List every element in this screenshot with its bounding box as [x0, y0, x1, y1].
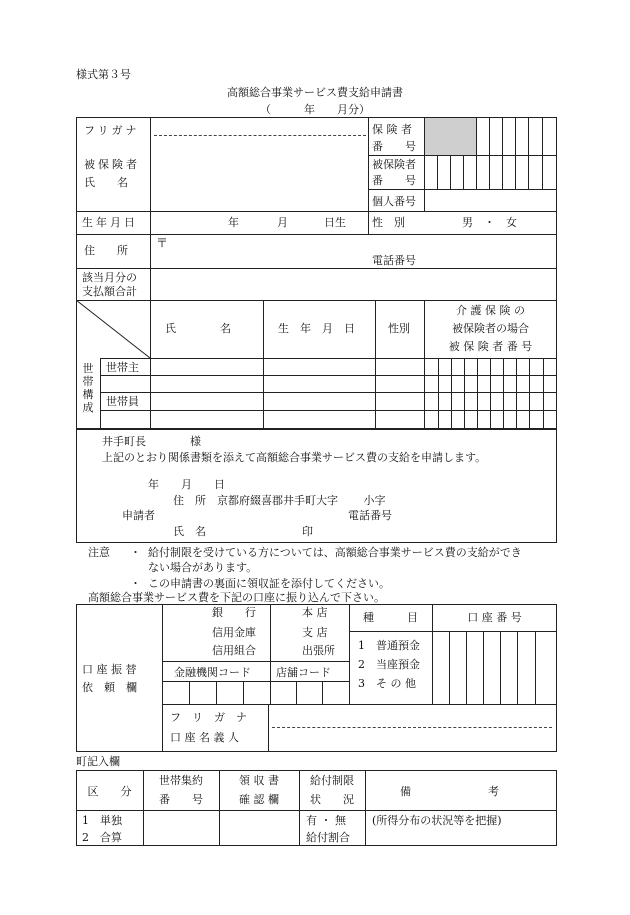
category-2: 2 合算: [82, 831, 122, 844]
bank-type-credit-bank: 信用金庫: [212, 626, 256, 639]
birth-year: 年: [228, 216, 239, 229]
office-sub: 出張所: [302, 644, 335, 657]
account-type-3[interactable]: 3 そ の 他: [358, 677, 416, 690]
col-household-1: 世帯集約: [159, 774, 203, 787]
household-side-label: 世帯構成: [82, 362, 94, 414]
note-bullet-2: ・: [130, 577, 141, 590]
note-bullet-1: ・: [130, 546, 141, 559]
household-member-label: 世帯員: [106, 395, 139, 408]
household-head-label: 世帯主: [106, 361, 139, 374]
bank-type-bank: 銀 行: [212, 606, 256, 619]
form-period: （ 年 月分）: [260, 103, 370, 116]
gender-label: 性 別: [372, 216, 405, 229]
col-receipt-1: 領 収 書: [239, 774, 279, 787]
furigana-label: フリガナ: [84, 124, 140, 137]
insurer-number-label-2: 番 号: [372, 140, 416, 153]
address-phone-label: 電話番号: [372, 254, 416, 267]
declaration-text: 上記のとおり関係書類を添えて高額総合事業サービス費の支給を申請します。: [102, 451, 487, 464]
note-1-line-1: 給付制限を受けている方については、高額総合事業サービス費の支給ができ: [148, 546, 522, 559]
form-title: 高額総合事業サービス費支給申請書: [227, 86, 403, 99]
remarks-text: (所得分布の状況等を把握): [372, 814, 502, 827]
address-label: 住 所: [84, 244, 128, 257]
col-receipt-2: 確 認 欄: [239, 793, 279, 806]
account-holder-label: 口 座 名 義 人: [170, 731, 239, 744]
insured-number-label-2: 番 号: [372, 174, 416, 187]
household-col-insured-3: 被 保 険 者 番 号: [448, 340, 533, 353]
postal-mark: 〒: [156, 236, 169, 250]
total-label: 該当月分の: [82, 271, 137, 284]
insurer-number-label: 保 険 者: [372, 123, 412, 136]
limit-options: 有 ・ 無: [306, 814, 346, 827]
limit-ratio: 給付割合: [306, 831, 350, 844]
seal-mark: 印: [302, 525, 313, 538]
household-col-name: 氏 名: [165, 322, 231, 335]
col-remarks: 備 考: [400, 785, 499, 798]
note-2: この申請書の裏面に領収証を添付してください。: [148, 577, 390, 590]
note-1-line-2: ない場合があります。: [148, 561, 258, 574]
diagonal-slash: [76, 300, 150, 358]
account-type-2[interactable]: 2 当座預金: [358, 658, 420, 671]
birth-day: 日生: [324, 216, 346, 229]
address-field[interactable]: [170, 236, 550, 252]
account-holder-field[interactable]: [272, 706, 552, 750]
household-col-insured-1: 介 護 保 険 の: [456, 304, 525, 317]
insured-name-label-2: 氏 名: [84, 176, 128, 189]
insured-name-field[interactable]: [151, 137, 367, 210]
office-use-label: 町記入欄: [76, 755, 120, 768]
account-type-label: 種 目: [363, 611, 418, 624]
bank-section-label: 口 座 振 替: [82, 663, 137, 676]
account-number-label: 口 座 番 号: [467, 611, 522, 624]
notes-label: 注意: [88, 546, 110, 559]
bank-type-credit-union: 信用組合: [212, 644, 256, 657]
household-col-gender: 性別: [388, 322, 410, 335]
birth-month: 月: [277, 216, 288, 229]
applicant-label: 申請者: [122, 509, 155, 522]
declaration-address: 住 所 京都府綴喜郡井手町大字 小字: [173, 494, 386, 507]
insured-number-label: 被保険者: [372, 158, 416, 171]
col-household-2: 番 号: [159, 793, 203, 806]
holder-furigana-label: フ リ ガ ナ: [170, 711, 247, 724]
addressee: 井手町長 様: [102, 435, 201, 448]
household-col-birth: 生 年 月 日: [278, 322, 355, 335]
declaration-phone: 電話番号: [348, 509, 392, 522]
personal-number-label: 個人番号: [372, 195, 416, 208]
gender-options[interactable]: 男 ・ 女: [462, 216, 517, 229]
insured-name-label: 被保険者: [84, 158, 140, 171]
bank-section-label-2: 依 頼 欄: [82, 681, 137, 694]
declaration-name: 氏 名: [173, 525, 206, 538]
col-limit-1: 給付制限: [310, 774, 354, 787]
col-limit-2: 状 況: [310, 793, 354, 806]
office-branch: 支 店: [302, 626, 328, 639]
institution-code-label: 金融機関コード: [174, 666, 251, 679]
transfer-intro: 高額総合事業サービス費を下記の口座に振り込んで下さい。: [88, 591, 385, 604]
total-amount-field[interactable]: [151, 270, 556, 299]
office-main: 本 店: [302, 606, 328, 619]
total-label-2: 支払額合計: [82, 285, 137, 298]
category-1: 1 単独: [82, 814, 122, 827]
branch-code-label: 店舗コード: [276, 666, 331, 679]
col-category: 区 分: [87, 785, 132, 798]
form-number: 様式第３号: [76, 68, 131, 81]
household-col-insured-2: 被保険者の場合: [452, 322, 529, 335]
birthdate-label: 生年月日: [82, 216, 138, 229]
personal-number-field[interactable]: [425, 190, 556, 210]
account-type-1[interactable]: 1 普通預金: [358, 639, 420, 652]
declaration-date[interactable]: 年 月 日: [148, 478, 225, 491]
